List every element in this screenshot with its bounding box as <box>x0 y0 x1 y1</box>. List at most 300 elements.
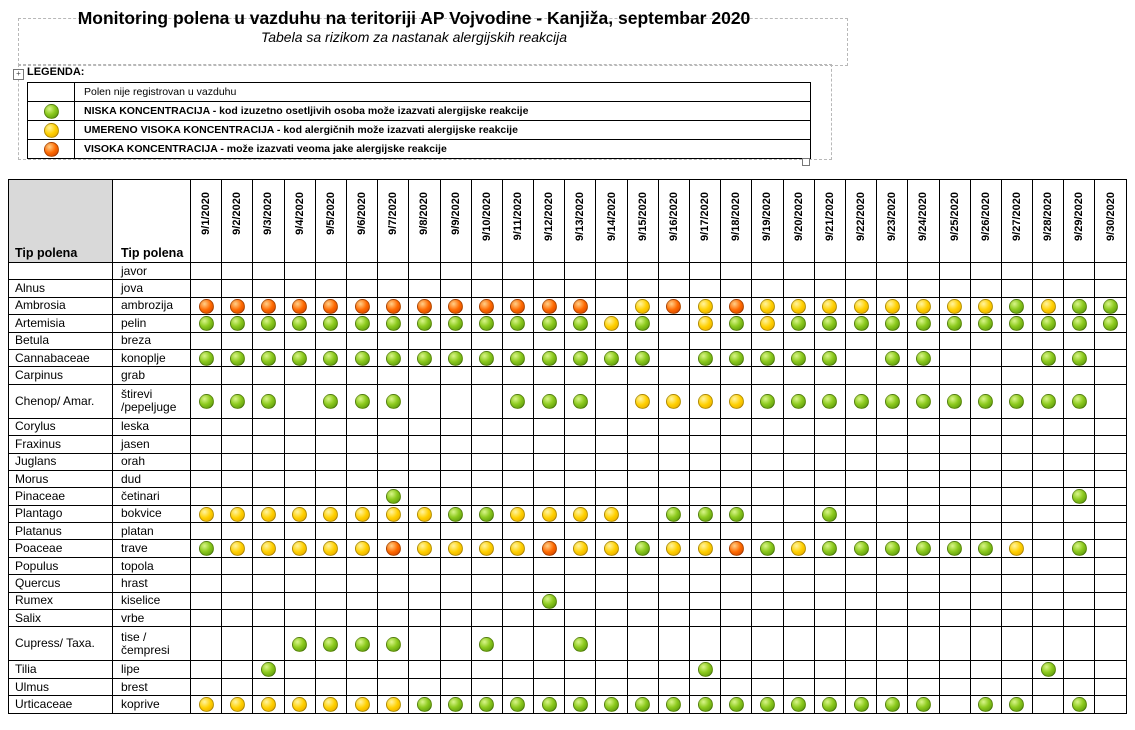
pollen-local-name: orah <box>113 453 191 470</box>
concentration-cell <box>877 678 908 695</box>
concentration-cell <box>627 297 658 314</box>
concentration-cell <box>752 349 783 366</box>
concentration-cell <box>1064 610 1095 627</box>
concentration-cell <box>565 470 596 487</box>
green-circle-icon <box>448 507 463 522</box>
concentration-cell <box>534 678 565 695</box>
concentration-cell <box>596 661 627 678</box>
concentration-cell <box>814 523 845 540</box>
concentration-cell <box>565 297 596 314</box>
concentration-cell <box>409 280 440 297</box>
concentration-cell <box>471 592 502 609</box>
pollen-latin-name: Ambrosia <box>9 297 113 314</box>
concentration-cell <box>814 470 845 487</box>
concentration-cell <box>814 627 845 661</box>
concentration-cell <box>814 453 845 470</box>
concentration-cell <box>284 488 315 505</box>
green-circle-icon <box>822 507 837 522</box>
concentration-cell <box>534 418 565 435</box>
green-circle-icon <box>355 316 370 331</box>
concentration-cell <box>315 453 346 470</box>
concentration-cell <box>877 315 908 332</box>
concentration-cell <box>658 557 689 574</box>
date-label: 9/7/2020 <box>387 192 400 235</box>
concentration-cell <box>1095 557 1126 574</box>
concentration-cell <box>346 349 377 366</box>
concentration-cell <box>315 263 346 280</box>
concentration-cell <box>752 627 783 661</box>
concentration-cell <box>1001 540 1032 557</box>
orange-circle-icon <box>199 299 214 314</box>
pollen-local-name: dud <box>113 470 191 487</box>
date-label: 9/16/2020 <box>667 192 680 241</box>
concentration-cell <box>378 678 409 695</box>
concentration-cell <box>502 557 533 574</box>
green-circle-icon <box>885 697 900 712</box>
green-circle-icon <box>573 394 588 409</box>
concentration-cell <box>939 436 970 453</box>
yellow-circle-icon <box>604 541 619 556</box>
concentration-cell <box>471 470 502 487</box>
green-circle-icon <box>885 541 900 556</box>
green-circle-icon <box>261 394 276 409</box>
date-header <box>315 180 346 263</box>
concentration-cell <box>378 418 409 435</box>
yellow-circle-icon <box>230 541 245 556</box>
green-circle-icon <box>261 662 276 677</box>
concentration-cell <box>253 332 284 349</box>
concentration-cell <box>1001 367 1032 384</box>
green-circle-icon <box>448 351 463 366</box>
table-move-handle-icon[interactable]: + <box>13 69 24 80</box>
concentration-cell <box>565 453 596 470</box>
yellow-circle-icon <box>635 299 650 314</box>
concentration-cell <box>1064 315 1095 332</box>
concentration-cell <box>690 557 721 574</box>
legend-text: VISOKA KONCENTRACIJA - može izazvati veoma jake alergijske reakcije <box>75 140 811 159</box>
concentration-cell <box>1033 315 1064 332</box>
legend-table <box>27 82 811 159</box>
concentration-cell <box>346 418 377 435</box>
concentration-cell <box>502 592 533 609</box>
concentration-cell <box>783 575 814 592</box>
concentration-cell <box>565 627 596 661</box>
date-label: 9/20/2020 <box>792 192 805 241</box>
concentration-cell <box>845 488 876 505</box>
green-circle-icon <box>199 316 214 331</box>
concentration-cell <box>409 297 440 314</box>
yellow-circle-icon <box>1041 299 1056 314</box>
concentration-cell <box>409 575 440 592</box>
date-label: 9/9/2020 <box>449 192 462 235</box>
concentration-cell <box>222 696 253 713</box>
concentration-cell <box>284 315 315 332</box>
legend-row-low <box>28 102 811 121</box>
concentration-cell <box>315 661 346 678</box>
concentration-cell <box>814 332 845 349</box>
yellow-circle-icon <box>698 316 713 331</box>
concentration-cell <box>502 678 533 695</box>
concentration-cell <box>191 661 222 678</box>
concentration-cell <box>253 384 284 418</box>
concentration-cell <box>690 263 721 280</box>
concentration-cell <box>721 349 752 366</box>
concentration-cell <box>877 297 908 314</box>
green-circle-icon <box>729 316 744 331</box>
green-circle-icon <box>542 594 557 609</box>
concentration-cell <box>658 315 689 332</box>
concentration-cell <box>783 523 814 540</box>
concentration-cell <box>1095 661 1126 678</box>
green-circle-icon <box>604 697 619 712</box>
concentration-cell <box>658 367 689 384</box>
concentration-cell <box>1064 280 1095 297</box>
green-circle-icon <box>510 316 525 331</box>
concentration-cell <box>284 610 315 627</box>
pollen-latin-name <box>9 263 113 280</box>
concentration-cell <box>471 610 502 627</box>
yellow-circle-icon <box>510 507 525 522</box>
concentration-cell <box>471 349 502 366</box>
concentration-cell <box>534 315 565 332</box>
concentration-cell <box>222 557 253 574</box>
green-circle-icon <box>947 541 962 556</box>
concentration-cell <box>565 436 596 453</box>
concentration-cell <box>284 263 315 280</box>
green-circle-icon <box>510 394 525 409</box>
concentration-cell <box>409 418 440 435</box>
concentration-cell <box>1095 523 1126 540</box>
concentration-cell <box>1064 332 1095 349</box>
concentration-cell <box>378 523 409 540</box>
concentration-cell <box>845 678 876 695</box>
concentration-cell <box>315 280 346 297</box>
concentration-cell <box>471 297 502 314</box>
concentration-cell <box>253 488 284 505</box>
concentration-cell <box>346 540 377 557</box>
concentration-cell <box>596 678 627 695</box>
concentration-cell <box>627 575 658 592</box>
orange-circle-icon <box>44 142 59 157</box>
pollen-local-name: jova <box>113 280 191 297</box>
concentration-cell <box>191 610 222 627</box>
concentration-cell <box>845 470 876 487</box>
concentration-cell <box>1064 540 1095 557</box>
concentration-cell <box>970 540 1001 557</box>
concentration-cell <box>877 332 908 349</box>
concentration-cell <box>814 263 845 280</box>
concentration-cell <box>346 592 377 609</box>
concentration-cell <box>908 610 939 627</box>
table-row <box>9 592 1127 609</box>
concentration-cell <box>783 297 814 314</box>
concentration-cell <box>222 297 253 314</box>
yellow-circle-icon <box>355 697 370 712</box>
yellow-circle-icon <box>573 541 588 556</box>
concentration-cell <box>877 418 908 435</box>
concentration-cell <box>222 523 253 540</box>
concentration-cell <box>1033 418 1064 435</box>
green-circle-icon <box>1072 299 1087 314</box>
concentration-cell <box>191 263 222 280</box>
concentration-cell <box>845 453 876 470</box>
concentration-cell <box>346 696 377 713</box>
concentration-cell <box>658 523 689 540</box>
concentration-cell <box>1033 280 1064 297</box>
concentration-cell <box>721 696 752 713</box>
concentration-cell <box>939 488 970 505</box>
concentration-cell <box>253 610 284 627</box>
concentration-cell <box>378 263 409 280</box>
concentration-cell <box>440 696 471 713</box>
concentration-cell <box>409 505 440 522</box>
orange-circle-icon <box>230 299 245 314</box>
concentration-cell <box>970 557 1001 574</box>
concentration-cell <box>721 297 752 314</box>
green-circle-icon <box>479 316 494 331</box>
yellow-circle-icon <box>542 507 557 522</box>
green-circle-icon <box>417 351 432 366</box>
pollen-latin-name: Populus <box>9 557 113 574</box>
green-circle-icon <box>760 541 775 556</box>
concentration-cell <box>908 436 939 453</box>
concentration-cell <box>783 384 814 418</box>
concentration-cell <box>253 263 284 280</box>
concentration-cell <box>658 610 689 627</box>
concentration-cell <box>783 332 814 349</box>
concentration-cell <box>1095 418 1126 435</box>
concentration-cell <box>502 297 533 314</box>
concentration-cell <box>1001 332 1032 349</box>
concentration-cell <box>191 470 222 487</box>
concentration-cell <box>191 384 222 418</box>
green-circle-icon <box>542 351 557 366</box>
concentration-cell <box>471 418 502 435</box>
concentration-cell <box>1001 557 1032 574</box>
concentration-cell <box>502 436 533 453</box>
concentration-cell <box>1095 696 1126 713</box>
concentration-cell <box>877 696 908 713</box>
concentration-cell <box>845 696 876 713</box>
date-label: 9/15/2020 <box>636 192 649 241</box>
green-circle-icon <box>323 351 338 366</box>
yellow-circle-icon <box>604 316 619 331</box>
date-header <box>721 180 752 263</box>
green-circle-icon <box>323 394 338 409</box>
concentration-cell <box>845 557 876 574</box>
pollen-latin-name: Juglans <box>9 453 113 470</box>
concentration-cell <box>939 297 970 314</box>
concentration-cell <box>721 367 752 384</box>
green-circle-icon <box>666 507 681 522</box>
concentration-cell <box>315 384 346 418</box>
concentration-cell <box>502 263 533 280</box>
concentration-cell <box>191 418 222 435</box>
concentration-cell <box>939 696 970 713</box>
yellow-circle-icon <box>355 541 370 556</box>
concentration-cell <box>471 280 502 297</box>
concentration-cell <box>877 263 908 280</box>
concentration-cell <box>502 488 533 505</box>
table-resize-handle-icon[interactable] <box>802 158 810 166</box>
concentration-cell <box>346 332 377 349</box>
concentration-cell <box>752 696 783 713</box>
legend-title: LEGENDA: <box>27 66 85 78</box>
green-circle-icon <box>479 507 494 522</box>
concentration-cell <box>409 627 440 661</box>
concentration-cell <box>908 505 939 522</box>
concentration-cell <box>970 523 1001 540</box>
concentration-cell <box>284 592 315 609</box>
concentration-cell <box>596 280 627 297</box>
concentration-cell <box>814 505 845 522</box>
concentration-cell <box>284 436 315 453</box>
green-circle-icon <box>355 394 370 409</box>
concentration-cell <box>1001 418 1032 435</box>
concentration-cell <box>721 332 752 349</box>
concentration-cell <box>690 610 721 627</box>
concentration-cell <box>814 418 845 435</box>
concentration-cell <box>752 297 783 314</box>
orange-circle-icon <box>355 299 370 314</box>
concentration-cell <box>721 263 752 280</box>
concentration-cell <box>845 610 876 627</box>
concentration-cell <box>814 280 845 297</box>
concentration-cell <box>783 505 814 522</box>
green-circle-icon <box>854 541 869 556</box>
concentration-cell <box>1095 610 1126 627</box>
concentration-cell <box>346 627 377 661</box>
green-circle-icon <box>386 316 401 331</box>
concentration-cell <box>939 678 970 695</box>
concentration-cell <box>845 436 876 453</box>
concentration-cell <box>1001 610 1032 627</box>
concentration-cell <box>690 488 721 505</box>
green-circle-icon <box>916 697 931 712</box>
concentration-cell <box>877 540 908 557</box>
concentration-cell <box>1095 592 1126 609</box>
concentration-cell <box>690 696 721 713</box>
table-row <box>9 315 1127 332</box>
concentration-cell <box>565 367 596 384</box>
concentration-cell <box>502 540 533 557</box>
table-row <box>9 418 1127 435</box>
concentration-cell <box>534 263 565 280</box>
date-label: 9/23/2020 <box>886 192 899 241</box>
concentration-cell <box>1064 453 1095 470</box>
date-header <box>191 180 222 263</box>
concentration-cell <box>970 453 1001 470</box>
concentration-cell <box>1033 661 1064 678</box>
concentration-cell <box>191 488 222 505</box>
concentration-cell <box>346 367 377 384</box>
concentration-cell <box>284 523 315 540</box>
concentration-cell <box>1064 523 1095 540</box>
concentration-cell <box>502 470 533 487</box>
concentration-cell <box>409 470 440 487</box>
green-circle-icon <box>479 637 494 652</box>
yellow-circle-icon <box>292 507 307 522</box>
concentration-cell <box>409 678 440 695</box>
concentration-cell <box>191 592 222 609</box>
green-circle-icon <box>916 541 931 556</box>
pollen-local-name: leska <box>113 418 191 435</box>
green-circle-icon <box>1009 316 1024 331</box>
yellow-circle-icon <box>199 697 214 712</box>
concentration-cell <box>471 488 502 505</box>
concentration-cell <box>596 315 627 332</box>
pollen-latin-name: Salix <box>9 610 113 627</box>
concentration-cell <box>1095 349 1126 366</box>
concentration-cell <box>877 470 908 487</box>
pollen-latin-name: Betula <box>9 332 113 349</box>
yellow-circle-icon <box>604 507 619 522</box>
concentration-cell <box>783 488 814 505</box>
date-label: 9/27/2020 <box>1010 192 1023 241</box>
concentration-cell <box>409 557 440 574</box>
concentration-cell <box>690 436 721 453</box>
yellow-circle-icon <box>947 299 962 314</box>
concentration-cell <box>440 367 471 384</box>
green-circle-icon <box>635 316 650 331</box>
concentration-cell <box>658 297 689 314</box>
concentration-cell <box>596 436 627 453</box>
orange-circle-icon <box>573 299 588 314</box>
concentration-cell <box>440 678 471 695</box>
green-circle-icon <box>854 316 869 331</box>
concentration-cell <box>752 453 783 470</box>
green-circle-icon <box>698 507 713 522</box>
concentration-cell <box>658 505 689 522</box>
concentration-cell <box>877 627 908 661</box>
concentration-cell <box>1033 523 1064 540</box>
concentration-cell <box>596 297 627 314</box>
concentration-cell <box>752 315 783 332</box>
table-row <box>9 453 1127 470</box>
concentration-cell <box>690 592 721 609</box>
yellow-circle-icon <box>355 507 370 522</box>
concentration-cell <box>222 280 253 297</box>
yellow-circle-icon <box>44 123 59 138</box>
orange-circle-icon <box>729 299 744 314</box>
yellow-circle-icon <box>854 299 869 314</box>
concentration-cell <box>658 280 689 297</box>
green-circle-icon <box>822 316 837 331</box>
pollen-latin-name: Poaceae <box>9 540 113 557</box>
concentration-cell <box>284 384 315 418</box>
green-circle-icon <box>542 697 557 712</box>
date-label: 9/4/2020 <box>293 192 306 235</box>
date-label: 9/19/2020 <box>761 192 774 241</box>
table-header-row <box>9 180 1127 263</box>
concentration-cell <box>409 453 440 470</box>
concentration-cell <box>658 349 689 366</box>
concentration-cell <box>284 453 315 470</box>
concentration-cell <box>1001 280 1032 297</box>
concentration-cell <box>939 610 970 627</box>
concentration-cell <box>565 540 596 557</box>
concentration-cell <box>346 280 377 297</box>
green-circle-icon <box>978 316 993 331</box>
page-subtitle: Tabela sa rizikom za nastanak alergijskih reakcija <box>260 29 568 45</box>
green-circle-icon <box>1072 351 1087 366</box>
concentration-cell <box>783 470 814 487</box>
pollen-local-name: kiselice <box>113 592 191 609</box>
concentration-cell <box>970 280 1001 297</box>
header-pollen-type-local: Tip polena <box>113 180 191 263</box>
date-header <box>814 180 845 263</box>
date-header <box>596 180 627 263</box>
